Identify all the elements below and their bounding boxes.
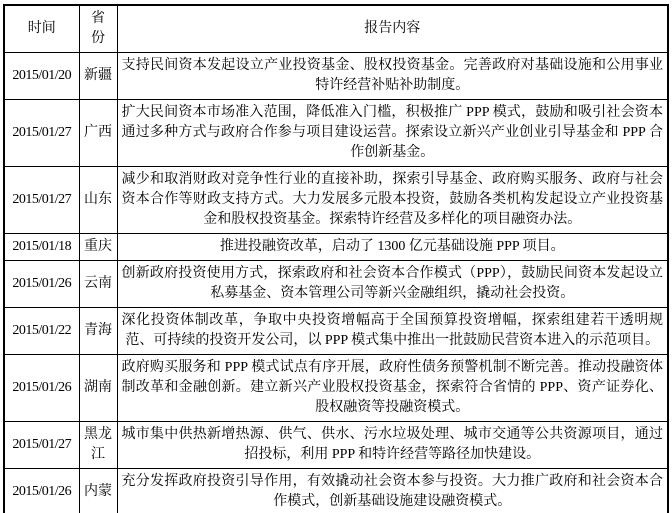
- table-row: [4, 355, 668, 422]
- table-row: [4, 167, 668, 234]
- report-table: [3, 4, 669, 513]
- report-date: 2015/01/27: [4, 422, 79, 469]
- report-content: 减少和取消财政对竞争性行业的直接补助，探索引导基金、政府购买服务、政府与社会资本合作等财政支持方式。大力发展多元股本投资，鼓励各类机构发起设立产业投资基金和股权投资基金。探索特许经营及多样化的项目融资办法。: [117, 167, 668, 234]
- table-row: [4, 469, 668, 513]
- report-content: 政府购买服务和 PPP 模式试点有序开展，政府性债务预警机制不断完善。推动投融资体制改革和金融创新。建立新兴产业股权投资基金，探索符合省情的 PPP、资产证券化、股权融资等投融资模式。: [117, 355, 668, 422]
- report-province: 湖南: [79, 355, 117, 422]
- report-province: 黑龙江: [79, 422, 117, 469]
- report-province: 云南: [79, 261, 117, 308]
- report-content: 扩大民间资本市场准入范围，降低准入门槛，积极推广 PPP 模式，鼓励和吸引社会资本通过多种方式与政府合作参与项目建设运营。探索设立新兴产业创业引导基金和 PPP 合作创新基金。: [117, 100, 668, 167]
- report-date: 2015/01/26: [4, 469, 79, 513]
- table-row: [4, 53, 668, 100]
- report-province: 山东: [79, 167, 117, 234]
- table-row: [4, 261, 668, 308]
- report-date: 2015/01/22: [4, 308, 79, 355]
- report-date: 2015/01/26: [4, 261, 79, 308]
- column-header-content: 报告内容: [117, 5, 668, 53]
- report-date: 2015/01/26: [4, 355, 79, 422]
- report-province: 新疆: [79, 53, 117, 100]
- report-content: 充分发挥政府投资引导作用，有效撬动社会资本参与投资。大力推广政府和社会资本合作模式，创新基础设施建设融资模式。: [117, 469, 668, 513]
- table-body: [4, 53, 668, 513]
- report-date: 2015/01/27: [4, 100, 79, 167]
- report-date: 2015/01/18: [4, 234, 79, 261]
- header-row: [4, 5, 668, 53]
- report-content: 创新政府投资使用方式，探索政府和社会资本合作模式（PPP），鼓励民间资本发起设立私募基金、资本管理公司等新兴金融组织，撬动社会投资。: [117, 261, 668, 308]
- report-content: 深化投资体制改革，争取中央投资增幅高于全国预算投资增幅，探索组建若干透明规范、可持续的投资开发公司，以 PPP 模式集中推出一批鼓励民营资本进入的示范项目。: [117, 308, 668, 355]
- table-row: [4, 234, 668, 261]
- column-header-province: 省份: [79, 5, 117, 53]
- report-province: 内蒙: [79, 469, 117, 513]
- table-row: [4, 308, 668, 355]
- report-province: 重庆: [79, 234, 117, 261]
- table-row: [4, 422, 668, 469]
- table-row: [4, 100, 668, 167]
- report-province: 青海: [79, 308, 117, 355]
- report-content: 城市集中供热新增热源、供气、供水、污水垃圾处理、城市交通等公共资源项目，通过招投标，利用 PPP 和特许经营等路径加快建设。: [117, 422, 668, 469]
- report-date: 2015/01/27: [4, 167, 79, 234]
- report-content: 支持民间资本发起设立产业投资基金、股权投资基金。完善政府对基础设施和公用事业特许经营补贴补助制度。: [117, 53, 668, 100]
- report-date: 2015/01/20: [4, 53, 79, 100]
- report-province: 广西: [79, 100, 117, 167]
- report-content: 推进投融资改革，启动了 1300 亿元基础设施 PPP 项目。: [117, 234, 668, 261]
- column-header-time: 时间: [4, 5, 79, 53]
